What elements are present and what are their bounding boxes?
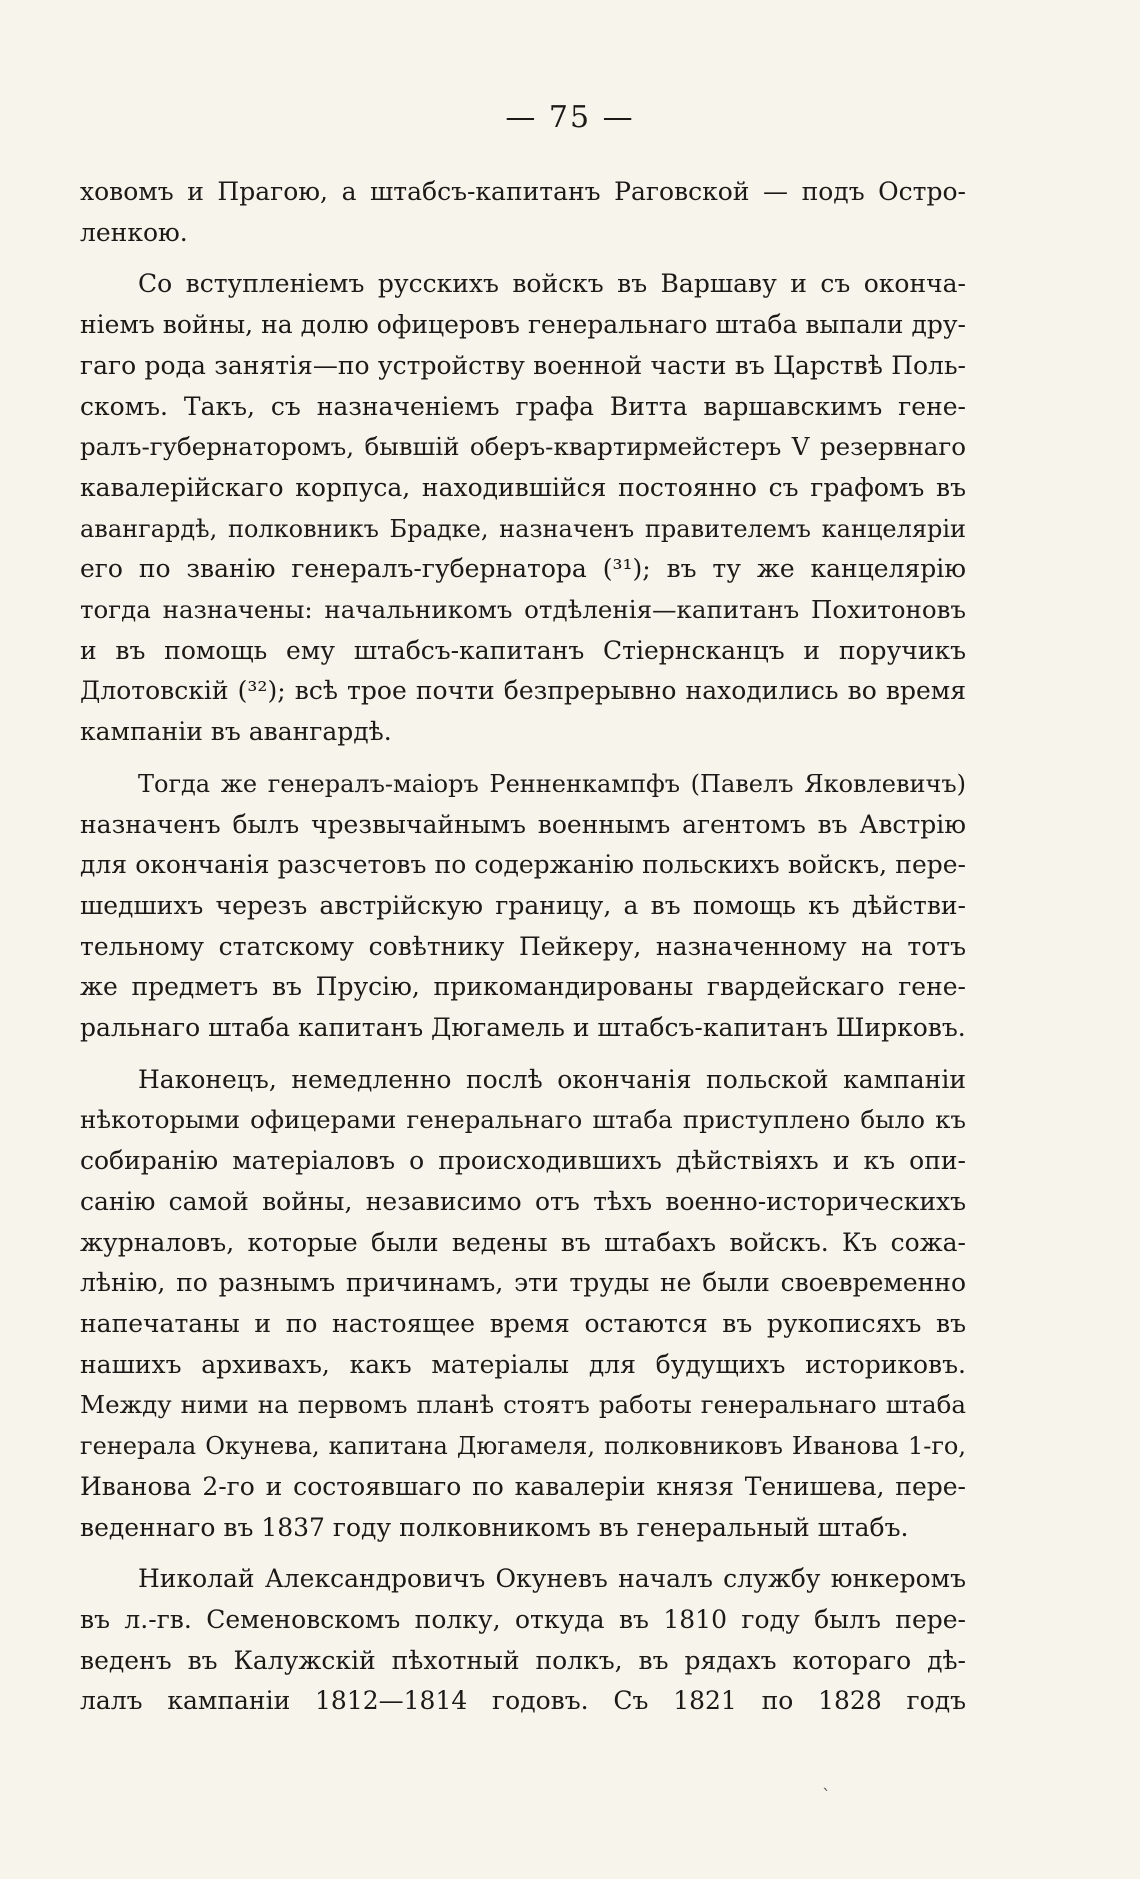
text-line: Между ними на первомъ планѣ стоятъ работы генеральнаго штаба bbox=[80, 1390, 966, 1420]
body-text bbox=[80, 172, 966, 1722]
text-line: кампаніи въ авангардѣ. bbox=[80, 717, 392, 747]
text-line: тельному статскому совѣтнику Пейкеру, назначенному на тотъ bbox=[80, 931, 966, 961]
text-line: напечатаны и по настоящее время остаются въ рукописяхъ въ bbox=[80, 1308, 966, 1338]
print-speck: ˋ bbox=[822, 1786, 831, 1807]
text-line: назначенъ былъ чрезвычайнымъ военнымъ агентомъ въ Австрію bbox=[80, 809, 966, 839]
text-line: ральнаго штаба капитанъ Дюгамель и штабсъ-капитанъ Ширковъ. bbox=[80, 1013, 966, 1043]
text-line: лалъ кампаніи 1812—1814 годовъ. Съ 1821 по 1828 годъ bbox=[80, 1686, 966, 1716]
text-line: же предметъ въ Прусію, прикомандированы гвардейскаго гене- bbox=[80, 972, 966, 1002]
text-line: Тогда же генералъ-маіоръ Ренненкампфъ (Павелъ Яковлевичъ) bbox=[138, 769, 966, 798]
text-line: Наконецъ, немедленно послѣ окончанія польской кампаніи bbox=[138, 1064, 966, 1094]
text-line: ленкою. bbox=[80, 217, 188, 247]
text-line: его по званію генералъ-губернатора (³¹); въ ту же канцелярію bbox=[80, 554, 966, 584]
text-line: веденъ въ Калужскій пѣхотный полкъ, въ рядахъ котораго дѣ- bbox=[80, 1645, 966, 1675]
text-line: Иванова 2-го и состоявшаго по кавалеріи князя Тенишева, пере- bbox=[80, 1471, 966, 1501]
text-line: Николай Александровичъ Окуневъ началъ службу юнкеромъ bbox=[138, 1564, 966, 1594]
text-line: шедшихъ черезъ австрійскую границу, а въ помощь къ дѣйстви- bbox=[80, 890, 966, 920]
text-line: нѣкоторыми офицерами генеральнаго штаба приступлено было къ bbox=[80, 1105, 966, 1135]
text-line: нашихъ архивахъ, какъ матеріалы для будущихъ историковъ. bbox=[80, 1349, 966, 1379]
page-number: — 75 — bbox=[505, 100, 635, 135]
text-line: ніемъ войны, на долю офицеровъ генеральнаго штаба выпали дру- bbox=[80, 310, 966, 340]
text-line: и въ помощь ему штабсъ-капитанъ Стіернсканцъ и поручикъ bbox=[80, 635, 966, 665]
text-line: для окончанія разсчетовъ по содержанію польскихъ войскъ, пере- bbox=[80, 850, 966, 880]
text-line: собиранію матеріаловъ о происходившихъ дѣйствіяхъ и къ опи- bbox=[80, 1146, 966, 1176]
text-line: авангардѣ, полковникъ Брадке, назначенъ правителемъ канцеляріи bbox=[80, 514, 966, 543]
text-line: журналовъ, которые были ведены въ штабахъ войскъ. Къ сожа- bbox=[80, 1227, 966, 1257]
text-line: кавалерійскаго корпуса, находившійся постоянно съ графомъ въ bbox=[80, 472, 966, 502]
text-line: санію самой войны, независимо отъ тѣхъ военно-историческихъ bbox=[80, 1186, 966, 1216]
text-line: тогда назначены: начальникомъ отдѣленія—капитанъ Похитоновъ bbox=[80, 595, 966, 625]
text-line: гаго рода занятія—по устройству военной части въ Царствѣ Поль- bbox=[80, 350, 966, 380]
text-line: скомъ. Такъ, съ назначеніемъ графа Витта варшавскимъ гене- bbox=[80, 391, 966, 421]
text-line: ралъ-губернаторомъ, бывшій оберъ-квартирмейстеръ V резервнаго bbox=[80, 432, 966, 462]
text-line: лѣнію, по разнымъ причинамъ, эти труды не были своевременно bbox=[80, 1268, 966, 1298]
text-line: веденнаго въ 1837 году полковникомъ въ генеральный штабъ. bbox=[80, 1512, 909, 1542]
text-line: Длотовскій (³²); всѣ трое почти безпрерывно находились во время bbox=[80, 676, 966, 706]
text-line: ховомъ и Прагою, а штабсъ-капитанъ Раговской — подъ Остро- bbox=[80, 177, 966, 206]
text-line: въ л.-гв. Семеновскомъ полку, откуда въ 1810 году былъ пере- bbox=[80, 1604, 966, 1634]
text-line: Со вступленіемъ русскихъ войскъ въ Варшаву и съ оконча- bbox=[138, 269, 966, 299]
text-line: генерала Окунева, капитана Дюгамеля, полковниковъ Иванова 1-го, bbox=[80, 1432, 966, 1461]
